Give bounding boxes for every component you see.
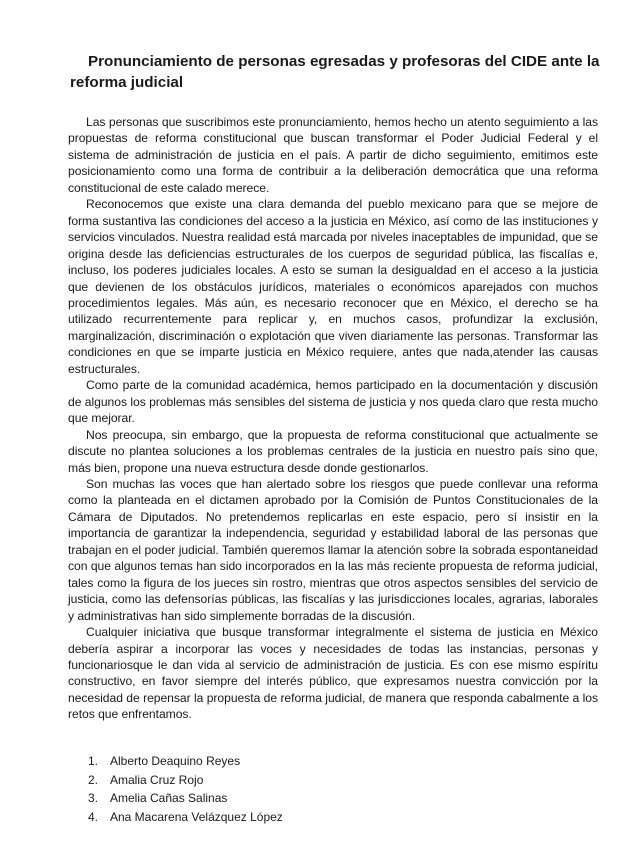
signer-name: Amalia Cruz Rojo [110,772,204,787]
paragraph: Las personas que suscribimos este pronunciamiento, hemos hecho un atento seguimiento a las propuestas de reforma constitucional que buscan transformar el Poder Judicial Federal y el sistema de administración de justicia en el país. A partir de dicho seguimiento, emitimos este posicionamiento como una forma de contribuir a la deliberación democrática que una reforma constitucional de este calado merece. [68,115,598,195]
signers-list [88,752,283,826]
signer-name: Ana Macarena Velázquez López [110,809,283,824]
list-item-number: 2. [88,772,99,787]
paragraph: Son muchas las voces que han alertado sobre los riesgos que puede conllevar una reforma como la planteada en el dictamen aprobado por la Comisión de Puntos Constitucionales de la Cámara de Diputados. No pretendemos replicarlas en este espacio, pero sí insistir en la importancia de garantizar la independencia, seguridad y estabilidad laboral de las personas que trabajan en el poder judicial. También queremos llamar la atención sobre la sobrada espontaneidad con que algunos temas han sido incorporados en la las más reciente propuesta de reforma judicial, tales como la figura de los jueces sin rostro, mientras que otros aspectos sensibles del servicio de justicia, como las defensorías públicas, las fiscalías y las jurisdicciones locales, agrarias, laborales y administrativas han sido simplemente borradas de la discusión. [68,476,598,623]
signer-name: Alberto Deaquino Reyes [110,754,241,768]
list-item [88,771,283,790]
paragraph: Reconocemos que existe una clara demanda del pueblo mexicano para que se mejore de forma sustantiva las condiciones del acceso a la justicia en México, así como de las instituciones y servicios vinculados. Nuestra realidad está marcada por niveles inaceptables de impunidad, que se origina desde las deficiencias estructurales de los cuerpos de seguridad pública, las fiscalías e, incluso, los poderes judiciales locales. A esto se suman la desigualdad en el acceso a la justicia que devienen de los obstáculos jurídicos, materiales o económicos aparejados con muchos procedimientos legales. Más aún, es necesario reconocer que en México, el derecho se ha utilizado recurrentemente para replicar y, en muchos casos, profundizar la exclusión, marginalización, discriminación o explotación que viven diariamente las personas. Transformar las condiciones en que se imparte justicia en México requiere, antes que nada,atender las causas estructurales. [68,197,598,376]
paragraph: Como parte de la comunidad académica, hemos participado en la documentación y discusión de algunos los problemas más sensibles del sistema de justicia y nos queda claro que resta mucho que mejorar. [68,378,598,426]
list-item [88,752,283,771]
list-item [88,789,283,808]
list-item-number: 4. [88,809,99,824]
signer-name: Amelia Cañas Salinas [110,791,228,805]
paragraph: Cualquier iniciativa que busque transformar integralmente el sistema de justicia en México debería aspirar a incorporar las voces y necesidades de todas las instancias, personas y funcionariosque le dan vida al servicio de administración de justicia. Es con ese mismo espíritu constructivo, en favor siempre del interés público, que expresamos nuestra convicción por la necesidad de repensar la propuesta de reforma judicial, de manera que responda cabalmente a los retos que enfrentamos. [68,625,598,722]
document-title: Pronunciamiento de personas egresadas y profesoras del CIDE ante la reforma judicial [70,53,600,91]
document-body [68,114,598,723]
list-item-number: 3. [88,791,99,805]
list-item-number: 1. [88,754,99,768]
list-item [88,808,283,827]
paragraph: Nos preocupa, sin embargo, que la propuesta de reforma constitucional que actualmente se discute no plantea soluciones a los problemas centrales de la justicia en nuestro país sino que, más bien, propone una nueva estructura desde donde gestionarlos. [68,427,598,475]
